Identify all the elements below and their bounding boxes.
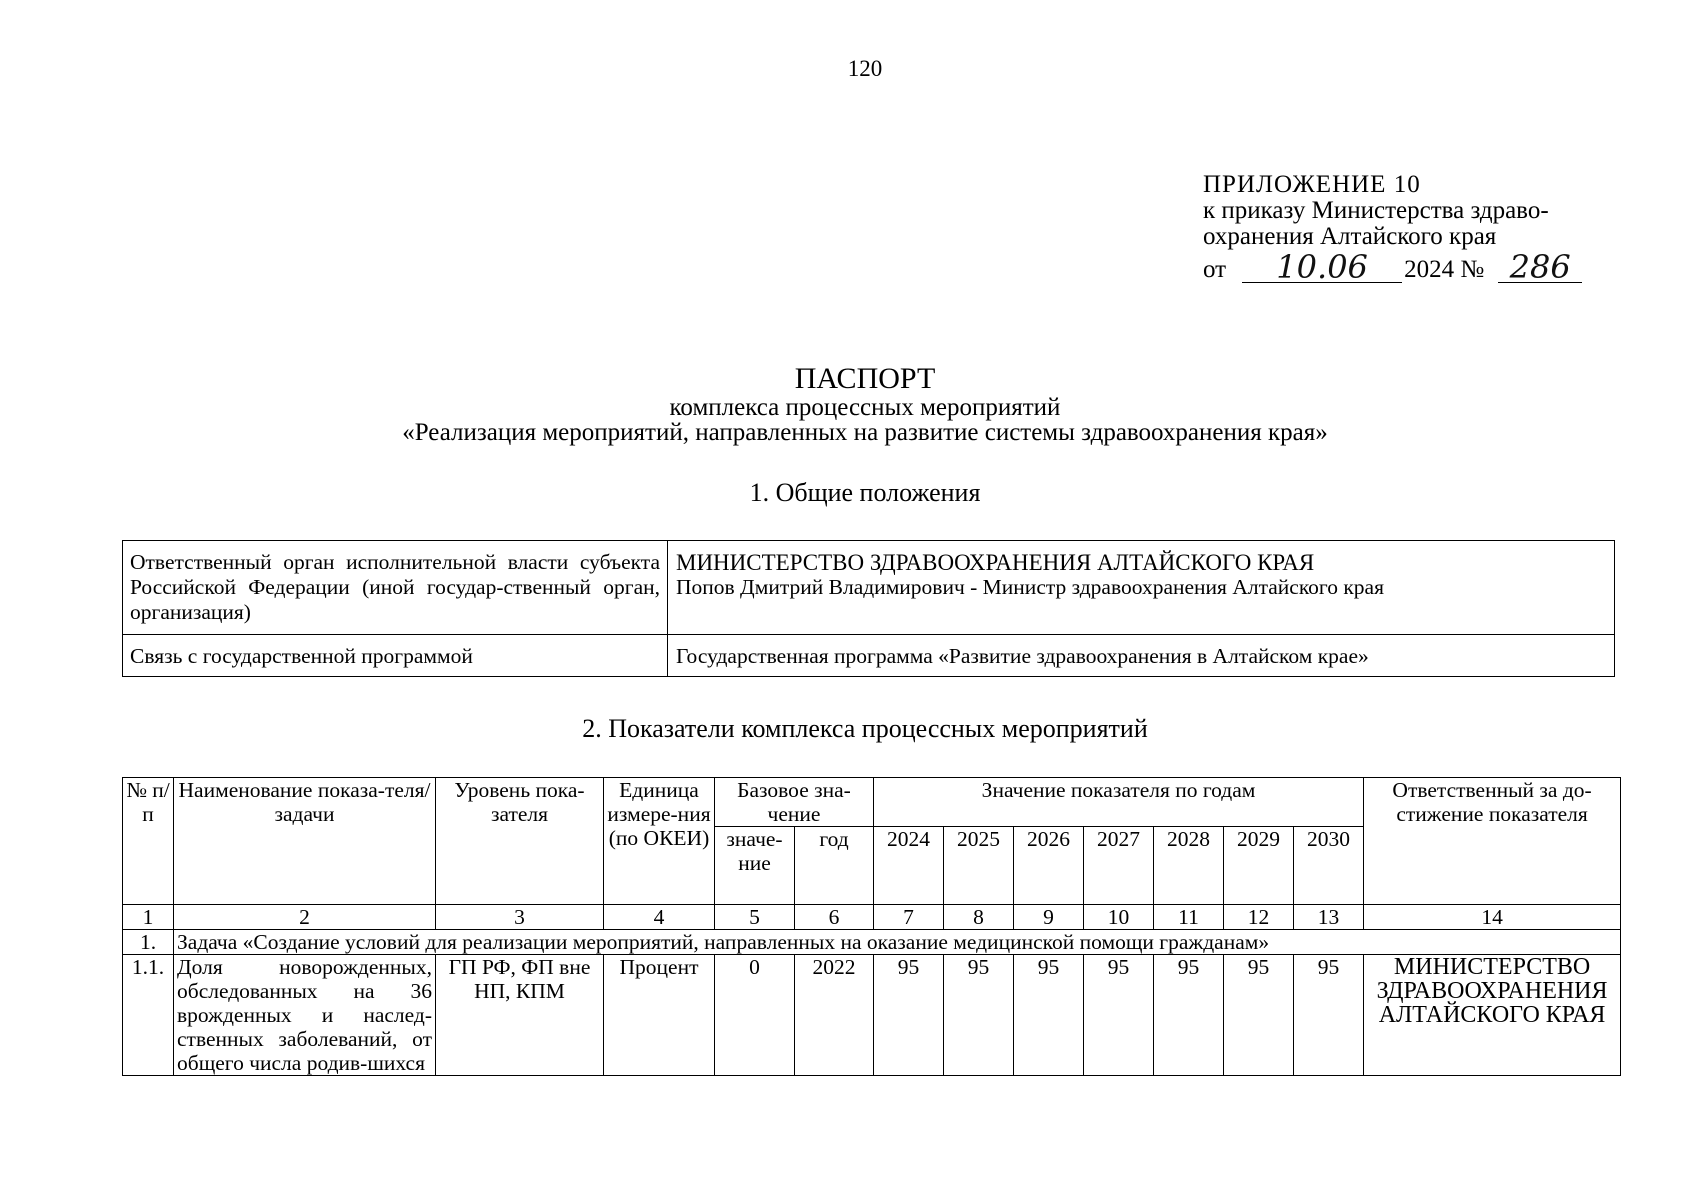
column-number: 11 — [1154, 905, 1224, 930]
column-number: 6 — [795, 905, 874, 930]
header-year: 2028 — [1154, 827, 1224, 905]
appendix-line-2: охранения Алтайского края — [1203, 223, 1497, 250]
column-number: 2 — [174, 905, 436, 930]
handwritten-date: 10.06 — [1242, 252, 1402, 283]
header-row — [123, 778, 1621, 827]
passport-title: ПАСПОРТ — [794, 362, 936, 395]
indicator-unit: Процент — [604, 955, 715, 1076]
general-provisions-table — [122, 540, 1615, 677]
header-responsible: Ответственный за до-стижение показателя — [1364, 778, 1621, 905]
year-value: 95 — [874, 955, 944, 1076]
handwritten-order-number: 286 — [1498, 252, 1582, 283]
section-2-title: 2. Показатели комплекса процессных мероприятий — [582, 714, 1148, 743]
ministry-name: МИНИСТЕРСТВО ЗДРАВООХРАНЕНИЯ АЛТАЙСКОГО КРАЯ — [676, 550, 1315, 575]
column-number: 8 — [944, 905, 1014, 930]
header-year: 2027 — [1084, 827, 1154, 905]
column-number: 4 — [604, 905, 715, 930]
from-label: от — [1203, 256, 1227, 283]
task-num: 1. — [123, 930, 174, 955]
program-link-value: Государственная программа «Развитие здравоохранения в Алтайском крае» — [668, 635, 1615, 677]
column-number: 1 — [123, 905, 174, 930]
header-year: 2024 — [874, 827, 944, 905]
year-value: 95 — [1224, 955, 1294, 1076]
base-value: 0 — [715, 955, 795, 1076]
header-name: Наименование показа-теля/задачи — [174, 778, 436, 905]
column-number: 10 — [1084, 905, 1154, 930]
header-year: 2026 — [1014, 827, 1084, 905]
indicators-table — [122, 777, 1621, 1076]
header-year: 2030 — [1294, 827, 1364, 905]
appendix-line-1: к приказу Министерства здраво- — [1203, 197, 1549, 224]
order-date-line — [1203, 248, 1582, 286]
column-number: 3 — [436, 905, 604, 930]
year-value: 95 — [944, 955, 1014, 1076]
header-base-year: год — [795, 827, 874, 905]
appendix-block — [1203, 171, 1582, 286]
header-num: № п/п — [123, 778, 174, 905]
year-value: 95 — [1294, 955, 1364, 1076]
header-by-years: Значение показателя по годам — [874, 778, 1364, 827]
table-row — [123, 635, 1615, 677]
column-number: 7 — [874, 905, 944, 930]
column-number: 5 — [715, 905, 795, 930]
header-base: Базовое зна-чение — [715, 778, 874, 827]
row-num: 1.1. — [123, 955, 174, 1076]
column-number: 14 — [1364, 905, 1621, 930]
year-value: 95 — [1084, 955, 1154, 1076]
responsible-authority-value — [668, 541, 1615, 635]
task-row — [123, 930, 1621, 955]
page-number: 120 — [847, 56, 883, 81]
passport-heading — [0, 363, 1704, 445]
year-label: 2024 № — [1404, 256, 1485, 283]
indicator-level: ГП РФ, ФП вне НП, КПМ — [436, 955, 604, 1076]
section-1-title: 1. Общие положения — [749, 478, 981, 507]
table-row — [123, 955, 1621, 1076]
base-year: 2022 — [795, 955, 874, 1076]
year-value: 95 — [1014, 955, 1084, 1076]
column-number-row — [123, 905, 1621, 930]
program-link-label: Связь с государственной программой — [123, 635, 668, 677]
header-level: Уровень пока-зателя — [436, 778, 604, 905]
year-value: 95 — [1154, 955, 1224, 1076]
header-unit: Единица измере-ния (по ОКЕИ) — [604, 778, 715, 905]
indicator-name: Доля новорожденных, обследованных на 36 врожденных и наслед-ственных заболеваний, от общего числа родив-шихся — [174, 955, 436, 1076]
header-year: 2029 — [1224, 827, 1294, 905]
responsible-org: МИНИСТЕРСТВО ЗДРАВООХРАНЕНИЯ АЛТАЙСКОГО КРАЯ — [1364, 955, 1621, 1076]
passport-subtitle: комплекса процессных мероприятий — [669, 394, 1061, 421]
header-base-value: значе-ние — [715, 827, 795, 905]
column-number: 13 — [1294, 905, 1364, 930]
minister-name: Попов Дмитрий Владимирович - Министр здравоохранения Алтайского края — [676, 575, 1384, 599]
header-year: 2025 — [944, 827, 1014, 905]
responsible-authority-label: Ответственный орган исполнительной власти субъекта Российской Федерации (иной государ-ственный орган, организация) — [123, 541, 668, 635]
appendix-title: ПРИЛОЖЕНИЕ 10 — [1203, 171, 1421, 198]
column-number: 9 — [1014, 905, 1084, 930]
task-text: Задача «Создание условий для реализации мероприятий, направленных на оказание медицинской помощи гражданам» — [174, 930, 1621, 955]
passport-name: «Реализация мероприятий, направленных на развитие системы здравоохранения края» — [402, 419, 1328, 446]
column-number: 12 — [1224, 905, 1294, 930]
table-row — [123, 541, 1615, 635]
